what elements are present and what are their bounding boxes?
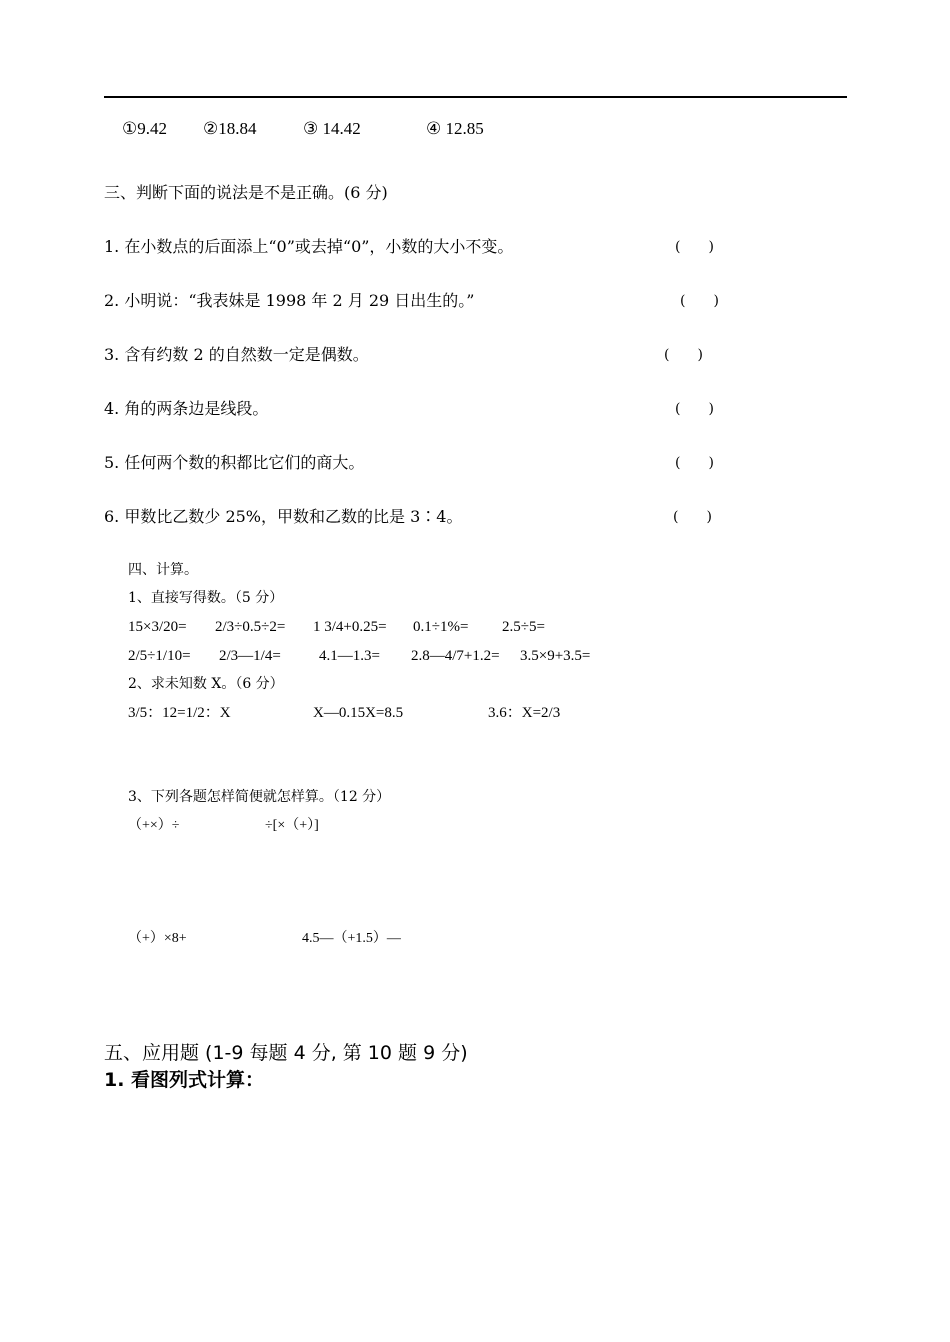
judge-answer-4[interactable]: ( ) [675,401,714,417]
choice-1: ①9.42 [122,119,167,138]
calc-2-1: 2/5÷1/10= [128,648,191,664]
judge-answer-6[interactable]: ( ) [673,509,712,525]
part3-title: 3、下列各题怎样简便就怎样算。（12 分） [128,789,391,805]
calc-2-4: 2.8—4/7+1.2= [411,648,500,664]
part2-title: 2、求未知数 X。（6 分） [128,676,284,692]
equation-2: X—0.15X=8.5 [313,705,404,721]
simplify-3: （+）×8+ [128,931,187,946]
calc-2-3: 4.1—1.3= [319,648,380,664]
choice-4: ④ 12.85 [426,119,484,138]
simplify-4: 4.5—（+1.5）— [302,931,401,946]
judge-item-1: 1. 在小数点的后面添上“0”或去掉“0”，小数的大小不变。 [104,237,514,256]
calc-2-2: 2/3—1/4= [219,648,281,664]
section5-heading: 五、应用题 (1-9 每题 4 分, 第 10 题 9 分) [104,1042,468,1064]
judge-item-4: 4. 角的两条边是线段。 [104,399,269,418]
judge-answer-5[interactable]: ( ) [675,455,714,471]
judge-answer-1[interactable]: ( ) [675,239,714,255]
judge-answer-2[interactable]: ( ) [680,293,719,309]
judge-item-3: 3. 含有约数 2 的自然数一定是偶数。 [104,345,369,364]
judge-item-5: 5. 任何两个数的积都比它们的商大。 [104,453,365,472]
choice-3: ③ 14.42 [303,119,361,138]
judge-item-6: 6. 甲数比乙数少 25%，甲数和乙数的比是 3∶4。 [104,507,463,526]
section4-heading: 四、计算。 [128,562,198,578]
simplify-1: （+×）÷ [128,818,180,833]
equation-1: 3/5：12=1/2：X [128,705,231,721]
judge-answer-3[interactable]: ( ) [664,347,703,363]
question-1: 1. 看图列式计算： [104,1069,265,1091]
calc-1-4: 0.1÷1%= [413,619,469,635]
equation-3: 3.6：X=2/3 [488,705,561,721]
top-rule [104,96,847,98]
simplify-2: ÷[×（+）] [265,818,319,833]
choice-2: ②18.84 [203,119,257,138]
calc-2-5: 3.5×9+3.5= [520,648,591,664]
calc-1-5: 2.5÷5= [502,619,545,635]
judge-item-2: 2. 小明说：“我表妹是 1998 年 2 月 29 日出生的。” [104,291,475,310]
part1-title: 1、直接写得数。（5 分） [128,590,284,606]
section3-heading: 三、判断下面的说法是不是正确。(6 分) [104,183,388,202]
calc-1-1: 15×3/20= [128,619,187,635]
calc-1-2: 2/3÷0.5÷2= [215,619,286,635]
calc-1-3: 1 3/4+0.25= [313,619,387,635]
